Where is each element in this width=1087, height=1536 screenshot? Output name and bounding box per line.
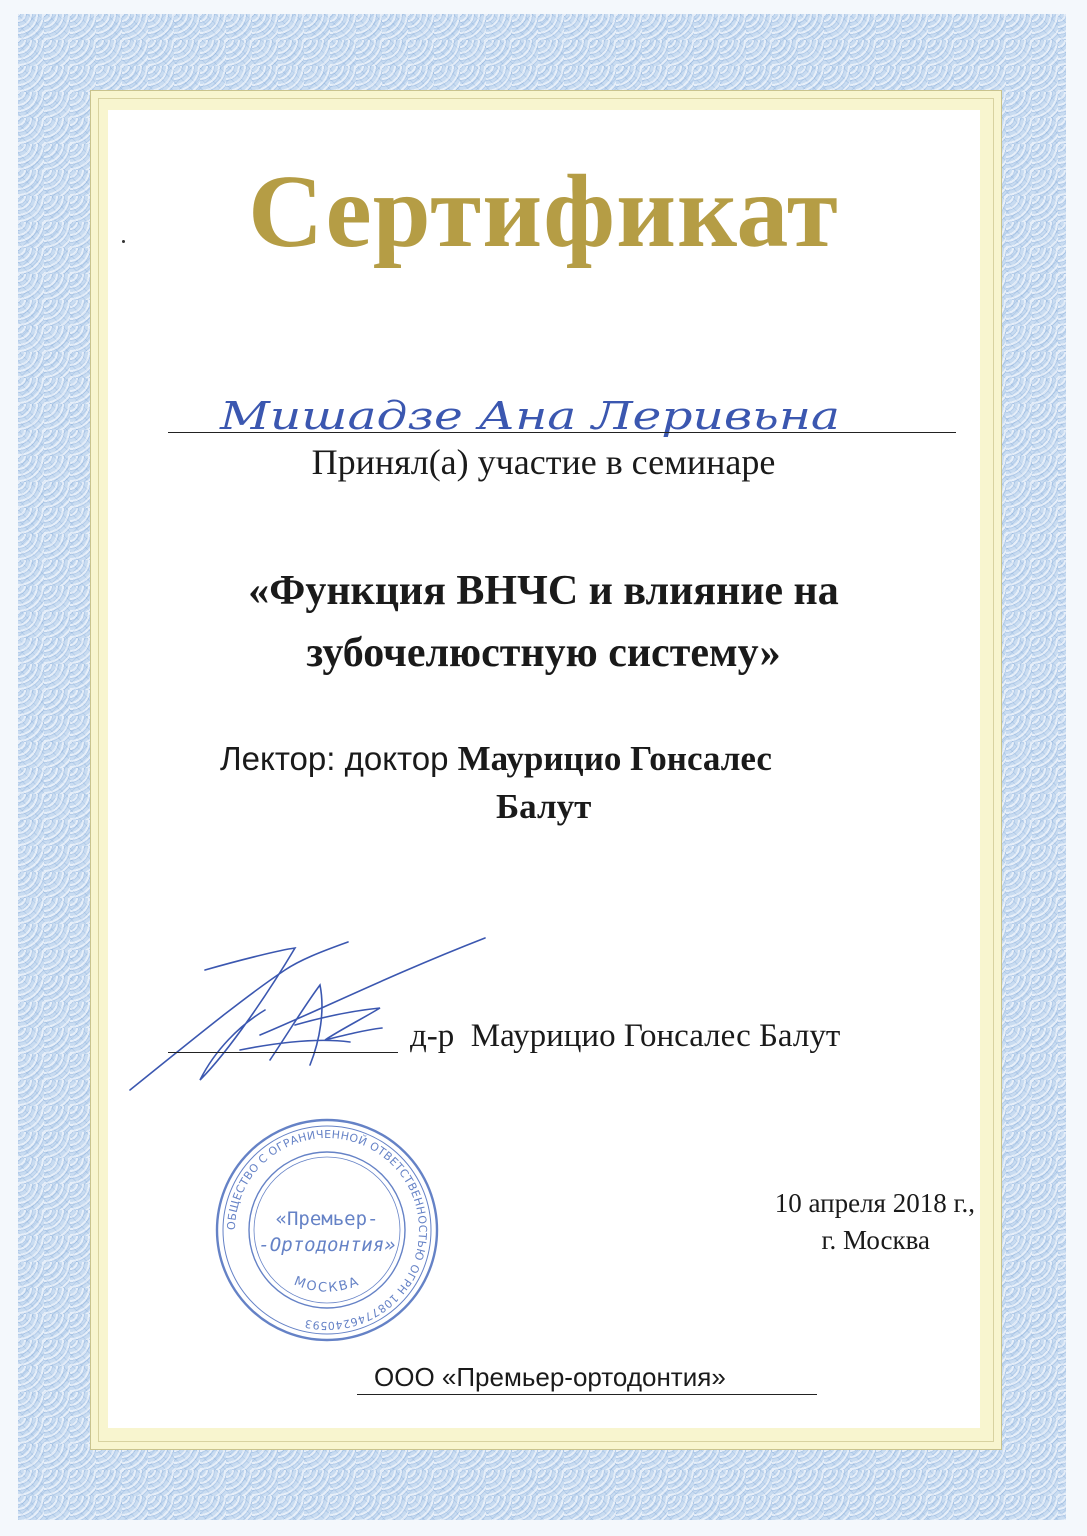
lecturer-prefix: Лектор: доктор: [220, 740, 458, 777]
seminar-title-line-1: «Функция ВНЧС и влияние на: [248, 568, 839, 614]
seal-center-line-2: -Ортодонтия»: [258, 1234, 396, 1256]
svg-text:ОБЩЕСТВО С ОГРАНИЧЕННОЙ ОТВЕТС: [225, 1128, 429, 1332]
seal-center-line-1: «Премьер-: [275, 1208, 379, 1230]
lecturer-name-line-1: Маурицио Гонсалес: [457, 739, 772, 778]
lecturer-name-line-2: Балут: [496, 787, 592, 826]
participation-text: Принял(а) участие в семинаре: [311, 442, 776, 482]
date-place: [600, 1185, 975, 1259]
seminar-title-line-2: зубочелюстную систему»: [306, 630, 781, 676]
certificate-title: Сертификат: [248, 154, 839, 269]
recipient-underline: [168, 432, 956, 433]
svg-text:МОСКВА: [292, 1274, 362, 1296]
seal-city: МОСКВА: [291, 1273, 363, 1296]
certificate-city: г. Москва: [821, 1225, 930, 1255]
lecturer-block: [220, 735, 920, 831]
seal-outer-text: ОБЩЕСТВО С ОГРАНИЧЕННОЙ ОТВЕТСТВЕННОСТЬЮ ОГРН 1087746240593: [224, 1127, 430, 1333]
company-seal: [212, 1115, 442, 1345]
recipient-handwriting: [200, 385, 900, 445]
signature-icon: [120, 930, 500, 1100]
signature-line: [168, 1052, 398, 1053]
signer-name: д-р Маурицио Гонсалес Балут: [410, 1018, 841, 1054]
certificate-date: 10 апреля 2018 г.,: [774, 1188, 975, 1218]
organization-underline: [357, 1394, 817, 1395]
organization-name: ООО «Премьер-ортодонтия»: [374, 1362, 726, 1392]
seminar-title: [0, 560, 1087, 684]
recipient-name: Мишадзе Ана Леривьна: [218, 394, 841, 438]
